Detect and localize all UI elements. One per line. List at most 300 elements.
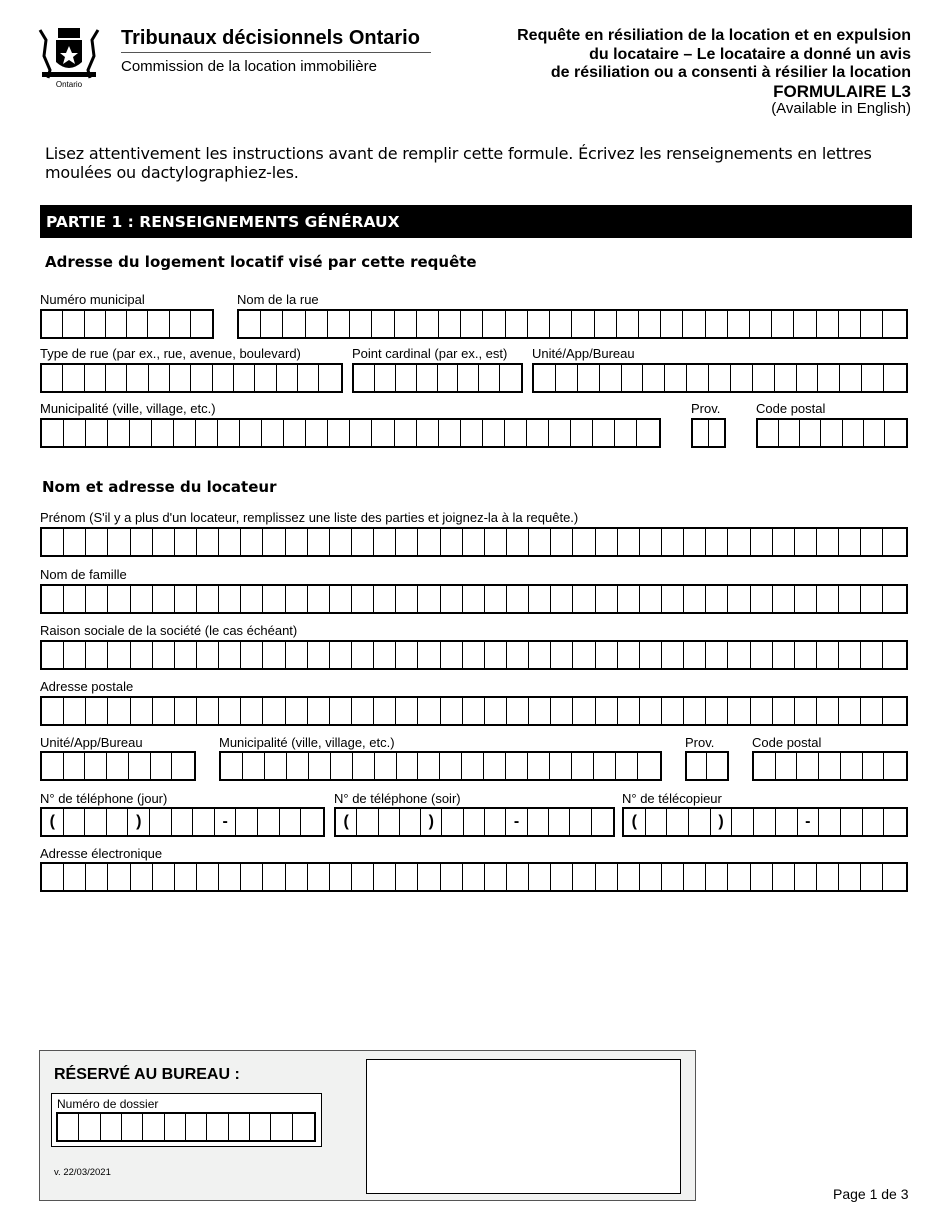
char-box[interactable]	[779, 420, 800, 446]
char-box[interactable]	[42, 864, 64, 890]
char-box[interactable]	[374, 642, 396, 668]
char-box[interactable]	[506, 311, 528, 337]
char-box[interactable]	[463, 529, 485, 555]
char-box[interactable]	[505, 420, 527, 446]
char-box[interactable]	[797, 753, 819, 779]
char-box[interactable]	[330, 642, 352, 668]
char-box[interactable]	[573, 586, 595, 612]
char-box[interactable]	[600, 365, 622, 391]
char-box[interactable]	[352, 698, 374, 724]
char-box[interactable]	[662, 529, 684, 555]
char-box[interactable]	[463, 586, 485, 612]
char-box[interactable]	[63, 365, 84, 391]
char-box[interactable]	[863, 809, 885, 835]
char-box[interactable]	[618, 864, 640, 890]
char-box[interactable]	[462, 753, 484, 779]
char-box[interactable]	[551, 698, 573, 724]
char-box[interactable]	[174, 420, 196, 446]
char-box[interactable]	[667, 809, 689, 835]
unit-input[interactable]	[532, 363, 908, 393]
char-box[interactable]	[122, 1114, 143, 1140]
char-box[interactable]	[170, 311, 191, 337]
landlord-prov-input[interactable]	[685, 751, 729, 781]
char-box[interactable]	[861, 698, 883, 724]
char-box[interactable]	[197, 698, 219, 724]
char-box[interactable]	[751, 642, 773, 668]
char-box[interactable]	[707, 753, 727, 779]
char-box[interactable]	[840, 365, 862, 391]
char-box[interactable]	[441, 864, 463, 890]
char-box[interactable]	[687, 365, 709, 391]
char-box[interactable]	[570, 809, 591, 835]
char-box[interactable]	[396, 642, 418, 668]
char-box[interactable]	[728, 642, 750, 668]
char-box[interactable]	[639, 311, 661, 337]
char-box[interactable]	[330, 864, 352, 890]
char-box[interactable]	[549, 809, 570, 835]
char-box[interactable]	[821, 420, 842, 446]
char-box[interactable]	[693, 420, 709, 446]
char-box[interactable]	[618, 698, 640, 724]
char-box[interactable]	[638, 753, 660, 779]
char-box[interactable]	[196, 420, 218, 446]
char-box[interactable]	[42, 698, 64, 724]
char-box[interactable]	[352, 586, 374, 612]
char-box[interactable]	[374, 864, 396, 890]
char-box[interactable]	[817, 529, 839, 555]
char-box[interactable]	[571, 420, 593, 446]
char-box[interactable]	[308, 698, 330, 724]
direction-input[interactable]	[352, 363, 523, 393]
char-box[interactable]	[308, 586, 330, 612]
char-box[interactable]	[528, 311, 550, 337]
char-box[interactable]	[884, 365, 906, 391]
char-box[interactable]	[85, 809, 107, 835]
char-box[interactable]	[106, 365, 127, 391]
char-box[interactable]	[507, 642, 529, 668]
char-box[interactable]	[841, 753, 863, 779]
char-box[interactable]: )	[421, 809, 442, 835]
char-box[interactable]	[131, 864, 153, 890]
char-box[interactable]	[500, 365, 521, 391]
char-box[interactable]	[108, 529, 130, 555]
char-box[interactable]	[213, 365, 234, 391]
char-box[interactable]	[706, 864, 728, 890]
char-box[interactable]	[243, 753, 265, 779]
char-box[interactable]	[353, 753, 375, 779]
char-box[interactable]	[42, 642, 64, 668]
char-box[interactable]	[442, 809, 463, 835]
char-box[interactable]: -	[798, 809, 820, 835]
char-box[interactable]	[528, 809, 549, 835]
char-box[interactable]	[527, 420, 549, 446]
char-box[interactable]	[350, 311, 372, 337]
char-box[interactable]	[64, 586, 86, 612]
char-box[interactable]	[776, 753, 798, 779]
char-box[interactable]	[79, 1114, 100, 1140]
char-box[interactable]	[797, 365, 819, 391]
char-box[interactable]: (	[624, 809, 646, 835]
char-box[interactable]	[549, 420, 571, 446]
char-box[interactable]	[86, 698, 108, 724]
char-box[interactable]	[301, 809, 323, 835]
char-box[interactable]	[330, 586, 352, 612]
char-box[interactable]	[153, 864, 175, 890]
char-box[interactable]	[839, 586, 861, 612]
char-box[interactable]	[573, 698, 595, 724]
char-box[interactable]	[439, 420, 461, 446]
char-box[interactable]	[330, 698, 352, 724]
char-box[interactable]	[750, 311, 772, 337]
char-box[interactable]	[728, 586, 750, 612]
char-box[interactable]	[883, 698, 905, 724]
phone-evening-input[interactable]	[334, 807, 615, 837]
char-box[interactable]	[193, 809, 215, 835]
char-box[interactable]	[350, 420, 372, 446]
company-input[interactable]	[40, 640, 908, 670]
char-box[interactable]	[819, 809, 841, 835]
char-box[interactable]	[372, 311, 394, 337]
char-box[interactable]	[883, 642, 905, 668]
char-box[interactable]	[861, 586, 883, 612]
char-box[interactable]	[396, 586, 418, 612]
char-box[interactable]	[706, 529, 728, 555]
char-box[interactable]	[795, 698, 817, 724]
char-box[interactable]	[817, 864, 839, 890]
char-box[interactable]	[817, 642, 839, 668]
char-box[interactable]	[439, 311, 461, 337]
char-box[interactable]	[131, 642, 153, 668]
char-box[interactable]	[839, 642, 861, 668]
char-box[interactable]	[263, 586, 285, 612]
mailing-address-input[interactable]	[40, 696, 908, 726]
char-box[interactable]	[754, 753, 776, 779]
char-box[interactable]	[375, 365, 396, 391]
char-box[interactable]	[483, 420, 505, 446]
char-box[interactable]	[665, 365, 687, 391]
char-box[interactable]	[64, 529, 86, 555]
char-box[interactable]	[617, 311, 639, 337]
char-box[interactable]	[197, 586, 219, 612]
char-box[interactable]	[438, 365, 459, 391]
char-box[interactable]	[417, 420, 439, 446]
char-box[interactable]	[800, 420, 821, 446]
char-box[interactable]	[485, 864, 507, 890]
char-box[interactable]	[843, 420, 864, 446]
char-box[interactable]	[149, 365, 170, 391]
char-box[interactable]	[594, 753, 616, 779]
char-box[interactable]	[596, 698, 618, 724]
char-box[interactable]	[461, 420, 483, 446]
char-box[interactable]	[170, 365, 191, 391]
char-box[interactable]	[773, 698, 795, 724]
char-box[interactable]	[572, 753, 594, 779]
char-box[interactable]	[418, 864, 440, 890]
char-box[interactable]	[728, 311, 750, 337]
char-box[interactable]	[286, 529, 308, 555]
char-box[interactable]	[817, 311, 839, 337]
char-box[interactable]: )	[711, 809, 733, 835]
char-box[interactable]	[795, 864, 817, 890]
char-box[interactable]	[372, 420, 394, 446]
char-box[interactable]	[153, 642, 175, 668]
char-box[interactable]	[175, 586, 197, 612]
char-box[interactable]	[328, 311, 350, 337]
char-box[interactable]	[64, 698, 86, 724]
char-box[interactable]	[396, 365, 417, 391]
char-box[interactable]	[662, 698, 684, 724]
char-box[interactable]	[728, 529, 750, 555]
char-box[interactable]	[706, 586, 728, 612]
char-box[interactable]	[86, 586, 108, 612]
char-box[interactable]	[529, 586, 551, 612]
char-box[interactable]	[234, 365, 255, 391]
char-box[interactable]	[622, 365, 644, 391]
char-box[interactable]	[618, 642, 640, 668]
char-box[interactable]	[464, 809, 485, 835]
char-box[interactable]	[108, 864, 130, 890]
char-box[interactable]	[595, 311, 617, 337]
char-box[interactable]	[271, 1114, 292, 1140]
char-box[interactable]	[352, 529, 374, 555]
char-box[interactable]: (	[42, 809, 64, 835]
char-box[interactable]	[42, 311, 63, 337]
char-box[interactable]	[795, 529, 817, 555]
char-box[interactable]	[42, 529, 64, 555]
char-box[interactable]	[732, 809, 754, 835]
char-box[interactable]	[418, 586, 440, 612]
landlord-postal-input[interactable]	[752, 751, 908, 781]
char-box[interactable]	[684, 642, 706, 668]
char-box[interactable]	[319, 365, 340, 391]
char-box[interactable]	[107, 753, 129, 779]
landlord-municipality-input[interactable]	[219, 751, 662, 781]
char-box[interactable]	[219, 642, 241, 668]
char-box[interactable]	[418, 753, 440, 779]
char-box[interactable]	[596, 529, 618, 555]
char-box[interactable]	[441, 529, 463, 555]
char-box[interactable]	[751, 698, 773, 724]
char-box[interactable]	[818, 365, 840, 391]
char-box[interactable]: -	[506, 809, 527, 835]
char-box[interactable]	[528, 753, 550, 779]
char-box[interactable]	[131, 698, 153, 724]
char-box[interactable]	[616, 753, 638, 779]
char-box[interactable]	[463, 864, 485, 890]
char-box[interactable]	[153, 529, 175, 555]
email-input[interactable]	[40, 862, 908, 892]
char-box[interactable]	[684, 698, 706, 724]
char-box[interactable]	[883, 586, 905, 612]
char-box[interactable]	[108, 420, 130, 446]
char-box[interactable]	[885, 420, 906, 446]
char-box[interactable]	[86, 420, 108, 446]
char-box[interactable]	[550, 311, 572, 337]
char-box[interactable]	[728, 698, 750, 724]
char-box[interactable]	[127, 365, 148, 391]
char-box[interactable]	[352, 864, 374, 890]
char-box[interactable]	[85, 311, 106, 337]
char-box[interactable]	[352, 642, 374, 668]
char-box[interactable]	[263, 529, 285, 555]
char-box[interactable]	[463, 642, 485, 668]
char-box[interactable]	[592, 809, 613, 835]
char-box[interactable]	[773, 864, 795, 890]
char-box[interactable]	[127, 311, 148, 337]
char-box[interactable]	[331, 753, 353, 779]
char-box[interactable]	[263, 698, 285, 724]
char-box[interactable]	[261, 311, 283, 337]
char-box[interactable]	[529, 642, 551, 668]
char-box[interactable]: )	[128, 809, 150, 835]
char-box[interactable]	[263, 642, 285, 668]
char-box[interactable]	[861, 311, 883, 337]
char-box[interactable]	[485, 698, 507, 724]
char-box[interactable]	[839, 698, 861, 724]
char-box[interactable]	[375, 753, 397, 779]
char-box[interactable]	[330, 529, 352, 555]
char-box[interactable]	[106, 311, 127, 337]
char-box[interactable]	[150, 809, 172, 835]
char-box[interactable]	[286, 698, 308, 724]
char-box[interactable]	[64, 864, 86, 890]
char-box[interactable]	[374, 586, 396, 612]
char-box[interactable]	[662, 864, 684, 890]
char-box[interactable]	[441, 586, 463, 612]
char-box[interactable]	[794, 311, 816, 337]
char-box[interactable]	[284, 420, 306, 446]
char-box[interactable]	[241, 864, 263, 890]
char-box[interactable]	[706, 642, 728, 668]
char-box[interactable]	[884, 809, 906, 835]
char-box[interactable]	[175, 529, 197, 555]
char-box[interactable]	[241, 698, 263, 724]
char-box[interactable]	[556, 365, 578, 391]
char-box[interactable]	[130, 420, 152, 446]
char-box[interactable]	[64, 642, 86, 668]
char-box[interactable]	[186, 1114, 207, 1140]
char-box[interactable]	[64, 809, 86, 835]
char-box[interactable]	[839, 311, 861, 337]
char-box[interactable]	[706, 698, 728, 724]
char-box[interactable]	[197, 864, 219, 890]
char-box[interactable]	[751, 529, 773, 555]
char-box[interactable]	[42, 586, 64, 612]
char-box[interactable]	[817, 586, 839, 612]
char-box[interactable]	[219, 529, 241, 555]
char-box[interactable]	[683, 311, 705, 337]
char-box[interactable]	[108, 698, 130, 724]
char-box[interactable]	[86, 864, 108, 890]
char-box[interactable]	[107, 809, 129, 835]
char-box[interactable]	[709, 420, 725, 446]
postal-code-input[interactable]	[756, 418, 908, 448]
char-box[interactable]	[42, 753, 64, 779]
char-box[interactable]	[485, 642, 507, 668]
char-box[interactable]	[572, 311, 594, 337]
char-box[interactable]	[374, 698, 396, 724]
char-box[interactable]	[662, 586, 684, 612]
prov-input[interactable]	[691, 418, 726, 448]
char-box[interactable]	[283, 311, 305, 337]
char-box[interactable]	[640, 864, 662, 890]
char-box[interactable]	[86, 529, 108, 555]
char-box[interactable]	[286, 642, 308, 668]
char-box[interactable]	[240, 420, 262, 446]
char-box[interactable]	[131, 586, 153, 612]
char-box[interactable]	[172, 753, 194, 779]
char-box[interactable]	[485, 809, 506, 835]
char-box[interactable]	[864, 420, 885, 446]
char-box[interactable]	[42, 420, 64, 446]
char-box[interactable]	[640, 529, 662, 555]
char-box[interactable]	[148, 311, 169, 337]
char-box[interactable]	[418, 698, 440, 724]
char-box[interactable]	[197, 642, 219, 668]
char-box[interactable]	[277, 365, 298, 391]
char-box[interactable]	[573, 642, 595, 668]
char-box[interactable]	[265, 753, 287, 779]
char-box[interactable]	[207, 1114, 228, 1140]
char-box[interactable]	[395, 311, 417, 337]
char-box[interactable]	[640, 642, 662, 668]
char-box[interactable]	[131, 529, 153, 555]
char-box[interactable]	[883, 311, 905, 337]
char-box[interactable]	[551, 586, 573, 612]
char-box[interactable]	[754, 809, 776, 835]
char-box[interactable]: -	[215, 809, 237, 835]
char-box[interactable]	[175, 642, 197, 668]
char-box[interactable]	[172, 809, 194, 835]
char-box[interactable]	[440, 753, 462, 779]
char-box[interactable]	[684, 586, 706, 612]
char-box[interactable]	[643, 365, 665, 391]
char-box[interactable]	[239, 311, 261, 337]
char-box[interactable]	[883, 864, 905, 890]
char-box[interactable]	[108, 642, 130, 668]
char-box[interactable]	[298, 365, 319, 391]
char-box[interactable]	[773, 586, 795, 612]
char-box[interactable]	[417, 311, 439, 337]
char-box[interactable]	[772, 311, 794, 337]
char-box[interactable]	[219, 586, 241, 612]
char-box[interactable]: (	[336, 809, 357, 835]
char-box[interactable]	[706, 311, 728, 337]
char-box[interactable]	[379, 809, 400, 835]
char-box[interactable]	[506, 753, 528, 779]
char-box[interactable]	[293, 1114, 314, 1140]
char-box[interactable]	[551, 642, 573, 668]
char-box[interactable]	[441, 642, 463, 668]
char-box[interactable]	[309, 753, 331, 779]
char-box[interactable]	[684, 529, 706, 555]
char-box[interactable]	[751, 586, 773, 612]
char-box[interactable]	[175, 698, 197, 724]
char-box[interactable]	[596, 586, 618, 612]
char-box[interactable]	[306, 420, 328, 446]
char-box[interactable]	[861, 642, 883, 668]
char-box[interactable]	[618, 529, 640, 555]
char-box[interactable]	[129, 753, 151, 779]
char-box[interactable]	[687, 753, 707, 779]
char-box[interactable]	[640, 698, 662, 724]
char-box[interactable]	[661, 311, 683, 337]
file-number-input[interactable]	[56, 1112, 316, 1142]
char-box[interactable]	[534, 365, 556, 391]
char-box[interactable]	[152, 420, 174, 446]
char-box[interactable]	[241, 642, 263, 668]
char-box[interactable]	[507, 529, 529, 555]
